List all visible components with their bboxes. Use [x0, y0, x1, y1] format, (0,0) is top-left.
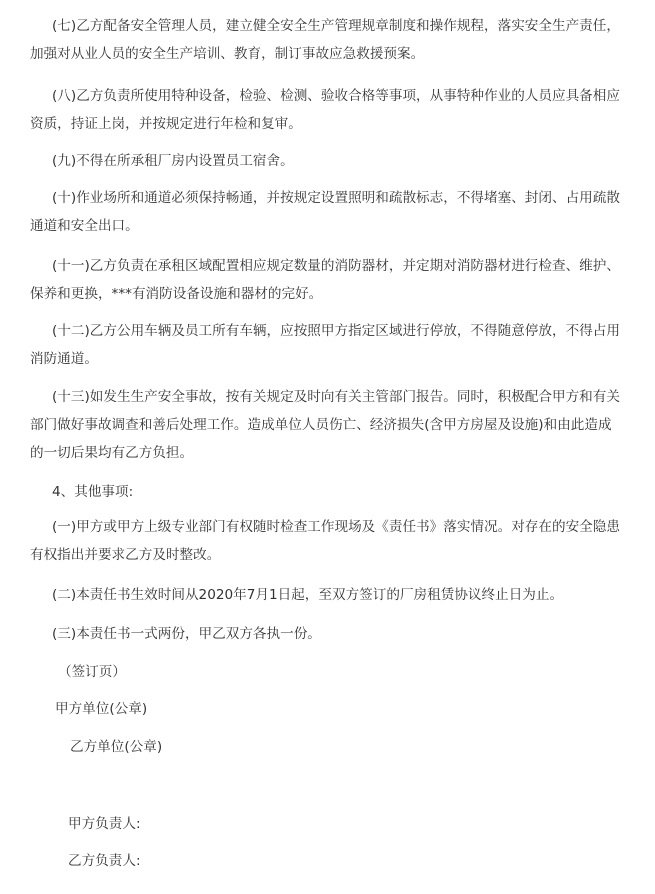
clause-paragraph: (三)本责任书一式两份，甲乙双方各执一份。: [52, 626, 321, 642]
clause-paragraph: (十三)如发生生产安全事故，按有关规定及时向有关主管部门报告。同时，积极配合甲方和有关部门做好事故调查和善后处理工作。造成单位人员伤亡、经济损失(含甲方房屋及设施)和由此造成的一切后果均有乙方负担。: [30, 389, 620, 461]
clause-paragraph: (八)乙方负责所使用特种设备，检验、检测、验收合格等事项，从事特种作业的人员应具备相应资质，持证上岗，并按规定进行年检和复审。: [30, 88, 620, 132]
party-a-person-label: 甲方负责人:: [68, 816, 141, 832]
clause-paragraph: (七)乙方配备安全管理人员，建立健全安全生产管理规章制度和操作规程，落实安全生产责任，加强对从业人员的安全生产培训、教育，制订事故应急救援预案。: [30, 18, 620, 62]
clause-paragraph: (一)甲方或甲方上级专业部门有权随时检查工作现场及《责任书》落实情况。对存在的安全隐患有权指出并要求乙方及时整改。: [30, 519, 620, 563]
clause-paragraph: (二)本责任书生效时间从2020年7月1日起，至双方签订的厂房租赁协议终止日为止。: [52, 587, 564, 603]
party-a-unit-label: 甲方单位(公章): [55, 701, 148, 717]
clause-paragraph: (十二)乙方公用车辆及员工所有车辆，应按照甲方指定区域进行停放，不得随意停放，不得占用消防通道。: [30, 323, 620, 367]
party-b-unit-label: 乙方单位(公章): [70, 739, 163, 755]
party-b-person-label: 乙方负责人:: [68, 853, 141, 869]
clause-paragraph: (九)不得在所承租厂房内设置员工宿舍。: [52, 153, 294, 169]
clause-paragraph: (十)作业场所和通道必须保持畅通，并按规定设置照明和疏散标志，不得堵塞、封闭、占用疏散通道和安全出口。: [30, 190, 620, 234]
section-heading: 4、其他事项:: [52, 484, 134, 500]
sign-page-label: （签订页）: [58, 664, 126, 680]
clause-paragraph: (十一)乙方负责在承租区域配置相应规定数量的消防器材，并定期对消防器材进行检查、维护、保养和更换，***有消防设备设施和器材的完好。: [30, 258, 620, 302]
